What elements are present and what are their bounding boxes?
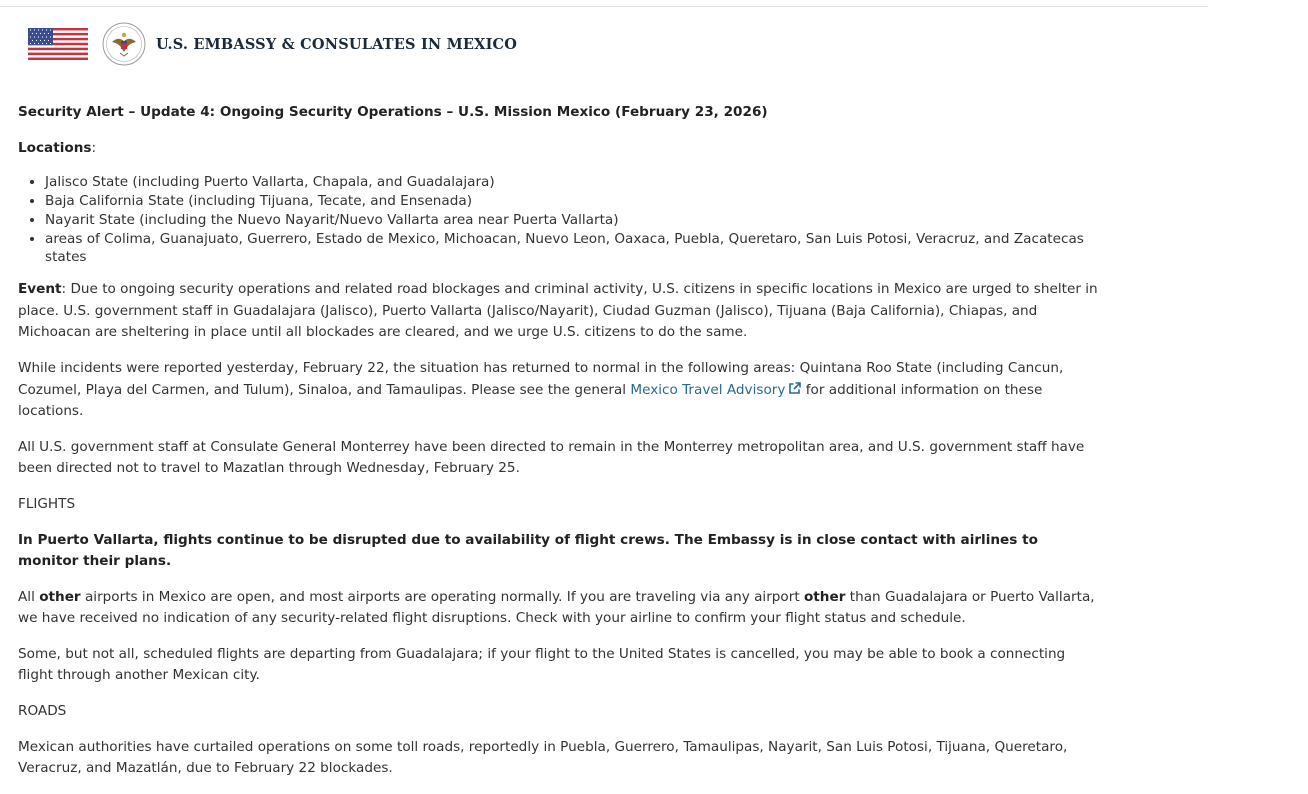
locations-list (18, 173, 1103, 267)
guadalajara-flights-paragraph: Some, but not all, scheduled flights are departing from Guadalajara; if your flight to the United States is cancelled, you may be able to book a connecting flight through another Mexican city. (18, 645, 1066, 684)
event-paragraph (18, 279, 1103, 344)
incidents-paragraph (18, 358, 1103, 423)
alert-title: Security Alert – Update 4: Ongoing Security Operations – U.S. Mission Mexico (February 23, 2026) (18, 104, 768, 120)
airports-text-3: than Guadalajara or Puerto Vallarta, we have received no indication of any security-related flight disruptions. Check with your airline to confirm your flight status and schedule. (18, 588, 1095, 627)
list-item: • Nayarit State (including the Nuevo Nayarit/Nuevo Vallarta area near Puerta Vallarta) (45, 211, 1103, 230)
airports-text-2: airports in Mexico are open, and most airports are operating normally. If you are traveling via any airport (80, 588, 804, 605)
monterrey-paragraph: All U.S. government staff at Consulate General Monterrey have been directed to remain in the Monterrey metropolitan area, and U.S. government staff have been directed not to travel to Mazatlan through Wednesday, February 25. (18, 438, 1085, 477)
airports-paragraph (18, 587, 1103, 630)
locations-colon: : (91, 139, 97, 156)
airports-emphasis-2: other (803, 588, 846, 605)
us-flag-icon (28, 28, 88, 60)
locations-label: Locations (18, 139, 92, 156)
roads-paragraph: Mexican authorities have curtailed operations on some toll roads, reportedly in Puebla, Guerrero, Tamaulipas, Nayarit, San Luis Potosi, Tijuana, Queretaro, Veracruz, and Mazatlán, due to February 22 blockades. (18, 738, 1068, 777)
list-item: • Baja California State (including Tijuana, Tecate, and Ensenada) (45, 192, 1103, 211)
event-text: : Due to ongoing security operations and related road blockages and criminal activity, U.S. citizens in specific locations in Mexico are urged to shelter in place. U.S. government staff in Guadalajara (Jalisco), Puerto Vallarta (Jalisco/Nayarit), Ciudad Guzman (Jalisco), Tijuana (Baja California), Chiapas, and Michoacan are sheltering in place until all blockades are cleared, and we urge U.S. citizens to do the same. (18, 281, 1098, 341)
state-department-seal-icon (102, 22, 146, 66)
list-item: • areas of Colima, Guanajuato, Guerrero, Estado de Mexico, Michoacan, Nuevo Leon, Oaxaca, Puebla, Queretaro, San Luis Potosi, Veracruz, and Zacatecas states (45, 230, 1103, 268)
locations-heading (18, 138, 1103, 160)
incidents-text-end: for additional information on these locations. (18, 381, 1043, 420)
puerto-vallarta-flights-paragraph: In Puerto Vallarta, flights continue to be disrupted due to availability of flight crews. The Embassy is in close contact with airlines to monitor their plans. (18, 531, 1038, 570)
top-divider (0, 6, 1208, 7)
site-title[interactable]: U.S. EMBASSY & CONSULATES IN MEXICO (156, 35, 518, 53)
alert-content (18, 102, 1103, 794)
airports-emphasis-1: other (39, 588, 81, 605)
airports-text-1: All (18, 588, 40, 605)
roads-heading: ROADS (18, 703, 67, 720)
list-item: • Jalisco State (including Puerto Vallarta, Chapala, and Guadalajara) (45, 173, 1103, 192)
external-link-icon[interactable] (788, 382, 801, 395)
site-header (28, 22, 517, 66)
flights-heading: FLIGHTS (18, 495, 76, 512)
mexico-travel-advisory-link[interactable] (630, 382, 801, 398)
incidents-text: While incidents were reported yesterday, February 22, the situation has returned to normal in the following areas: Quintana Roo State (including Cancun, Cozumel, Playa del Carmen, and Tulum), Sinaloa, and Tamaulipas. Please see the general (18, 359, 1064, 398)
travel-advisory-link-text[interactable]: Mexico Travel Advisory (630, 381, 786, 398)
event-label: Event (18, 281, 62, 298)
